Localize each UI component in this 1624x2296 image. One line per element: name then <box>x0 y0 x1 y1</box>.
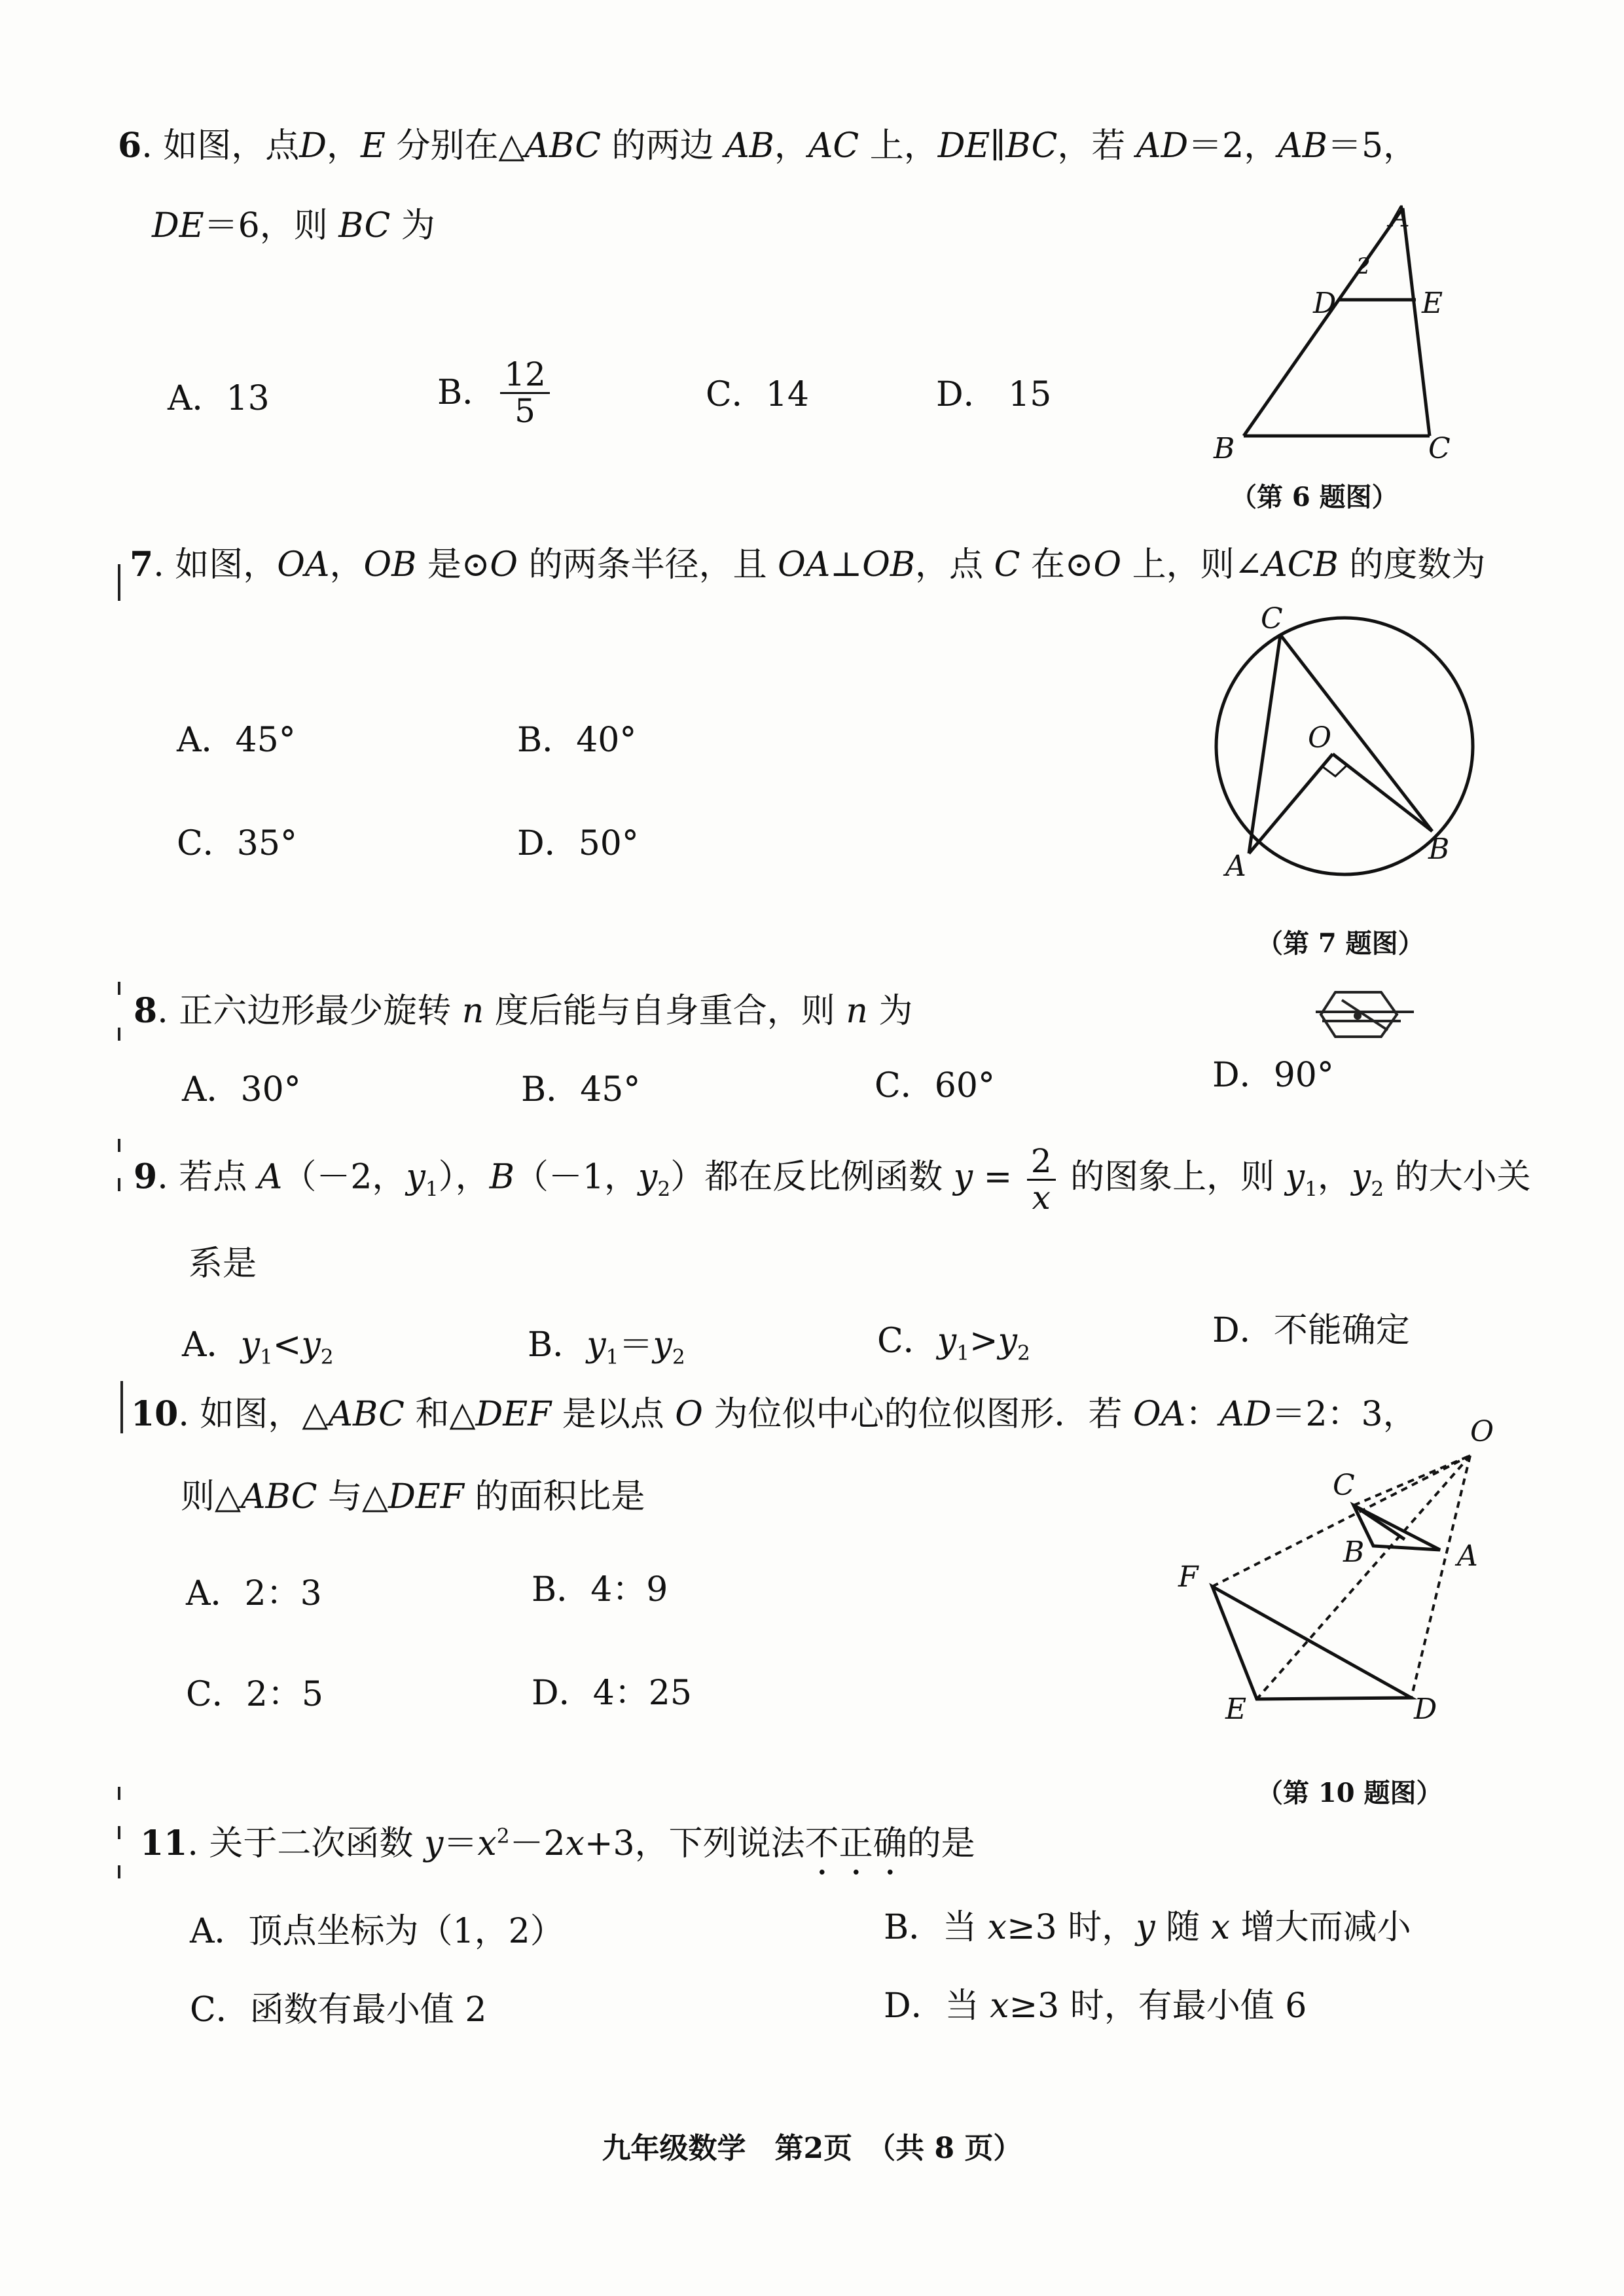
margin-mark <box>118 1178 120 1191</box>
margin-mark <box>118 564 120 601</box>
q8-option-b[interactable]: B．45° <box>521 1070 641 1109</box>
q11-option-d[interactable]: D．当 x≥3 时，有最小值 6 <box>884 1986 1307 2026</box>
margin-mark <box>118 982 120 995</box>
q6-stem: 6. 如图，点D，E 分别在△ABC 的两边 AB，AC 上，DE∥BC，若 AD＝2，AB＝5， <box>118 126 1418 166</box>
q6-option-c[interactable]: C．14 <box>706 375 809 414</box>
q10-option-b[interactable]: B．4：9 <box>532 1570 668 1609</box>
q7-caption: （第 7 题图） <box>1257 928 1424 959</box>
q7-number: 7 <box>130 545 154 584</box>
q10-label-o: O <box>1470 1415 1494 1448</box>
q7-option-a[interactable]: A．45° <box>177 721 296 760</box>
q9-option-d[interactable]: D．不能确定 <box>1212 1311 1410 1350</box>
q6-side-ac <box>1403 208 1430 436</box>
q10-option-c[interactable]: C．2：5 <box>186 1675 323 1714</box>
q7-label-o: O <box>1308 721 1332 755</box>
q10-caption: （第 10 题图） <box>1257 1778 1443 1808</box>
q9-number: 9 <box>134 1157 158 1197</box>
q7-figure <box>1191 602 1492 884</box>
q10-label-c: C <box>1333 1469 1355 1502</box>
q7-option-c[interactable]: C．35° <box>177 824 297 863</box>
q9-option-b[interactable]: B．$y_1=y_2$ <box>528 1325 685 1369</box>
q10-label-e: E <box>1225 1693 1247 1726</box>
q9-stem-line2: 系是 <box>189 1244 257 1283</box>
q11-option-a[interactable]: A．顶点坐标为（1，2） <box>190 1912 564 1951</box>
q7-label-a: A <box>1225 850 1246 883</box>
q6-label-e: E <box>1422 287 1443 320</box>
q6-label-b: B <box>1214 432 1235 465</box>
q9-option-a[interactable]: A．$y_1<y_2$ <box>182 1325 334 1369</box>
q9-stem: 9. 若点 A（－2，$y_1$），B（－1，$y_2$）都在反比例函数 y = $\frac{2}{x}$ 的图象上，则 $y_1$，$y_2$ 的大小关 <box>134 1142 1531 1217</box>
q6-option-a[interactable]: A．13 <box>168 379 270 418</box>
scribble-mark <box>1316 987 1414 1043</box>
q6-number: 6 <box>118 126 142 166</box>
q11-emphasis: 不正确 <box>804 1824 907 1863</box>
q6-caption: （第 6 题图） <box>1231 482 1398 512</box>
q6-label-length: 2 <box>1356 253 1371 279</box>
q9-fraction: $\frac{2}{x}$ <box>1027 1144 1056 1215</box>
margin-mark <box>118 1139 120 1152</box>
q7-option-b[interactable]: B．40° <box>517 721 637 760</box>
margin-mark <box>118 1787 120 1800</box>
q7-stem: 7. 如图，OA，OB 是⊙O 的两条半径，且 OA⊥OB，点 C 在⊙O 上，则∠ACB 的度数为 <box>130 545 1486 584</box>
q10-dash-ca <box>1354 1456 1470 1505</box>
q10-ray-oa-d <box>1411 1456 1470 1698</box>
q6-stem-line2: DE＝6，则 BC 为 <box>152 206 435 245</box>
q8-option-d[interactable]: D．90° <box>1212 1056 1334 1095</box>
margin-mark <box>118 1826 120 1839</box>
q7-label-b: B <box>1428 833 1450 866</box>
q7-option-d[interactable]: D．50° <box>517 824 639 863</box>
q8-number: 8 <box>134 991 158 1031</box>
q11-stem: 11. 关于二次函数 $y=x^2-2x+3$，下列说法不正确的是 <box>140 1823 975 1863</box>
q6-option-b[interactable]: B． $\frac{12}{5}$ <box>437 357 554 428</box>
q11-number: 11 <box>140 1823 188 1863</box>
q6-label-c: C <box>1428 432 1451 465</box>
q7-chord-cb <box>1280 635 1432 831</box>
q10-stem-line2: 则△ABC 与△DEF 的面积比是 <box>181 1477 645 1516</box>
q10-number: 10 <box>131 1394 179 1434</box>
q7-label-c: C <box>1261 602 1283 636</box>
q10-option-d[interactable]: D．4：25 <box>532 1674 692 1713</box>
q6-label-a: A <box>1389 200 1410 234</box>
q6-option-d[interactable]: D． 15 <box>936 375 1052 414</box>
q7-right-angle-mark <box>1322 765 1347 776</box>
q10-ray-ob-e <box>1257 1456 1470 1699</box>
q6-figure <box>1214 196 1479 471</box>
q8-option-a[interactable]: A．30° <box>182 1070 301 1109</box>
q10-label-b: B <box>1343 1535 1365 1569</box>
q8-option-c[interactable]: C．60° <box>875 1066 995 1105</box>
margin-mark <box>118 1028 120 1041</box>
q10-label-a: A <box>1457 1539 1478 1573</box>
q10-figure <box>1165 1415 1506 1734</box>
q10-triangle-def <box>1212 1587 1411 1699</box>
margin-mark <box>120 1381 123 1433</box>
q10-label-d: D <box>1414 1693 1437 1726</box>
page-footer: 九年级数学 第2页 （共 8 页） <box>602 2132 1022 2165</box>
q8-stem: 8. 正六边形最少旋转 n 度后能与自身重合，则 n 为 <box>134 991 913 1031</box>
q11-option-c[interactable]: C．函数有最小值 2 <box>190 1990 487 2030</box>
q10-stem: 10. 如图，△ABC 和△DEF 是以点 O 为位似中心的位似图形．若 OA：AD＝2：3， <box>131 1394 1417 1434</box>
margin-mark <box>118 1865 120 1878</box>
q11-option-b[interactable]: B．当 x≥3 时，y 随 x 增大而减小 <box>884 1908 1411 1947</box>
q9-option-c[interactable]: C．$y_1>y_2$ <box>877 1321 1030 1365</box>
q6-side-ab <box>1244 208 1403 436</box>
q10-label-f: F <box>1178 1560 1199 1594</box>
q6-fraction: $\frac{12}{5}$ <box>500 357 550 428</box>
q6-label-d: D <box>1313 287 1337 320</box>
q10-option-a[interactable]: A．2：3 <box>186 1574 322 1613</box>
